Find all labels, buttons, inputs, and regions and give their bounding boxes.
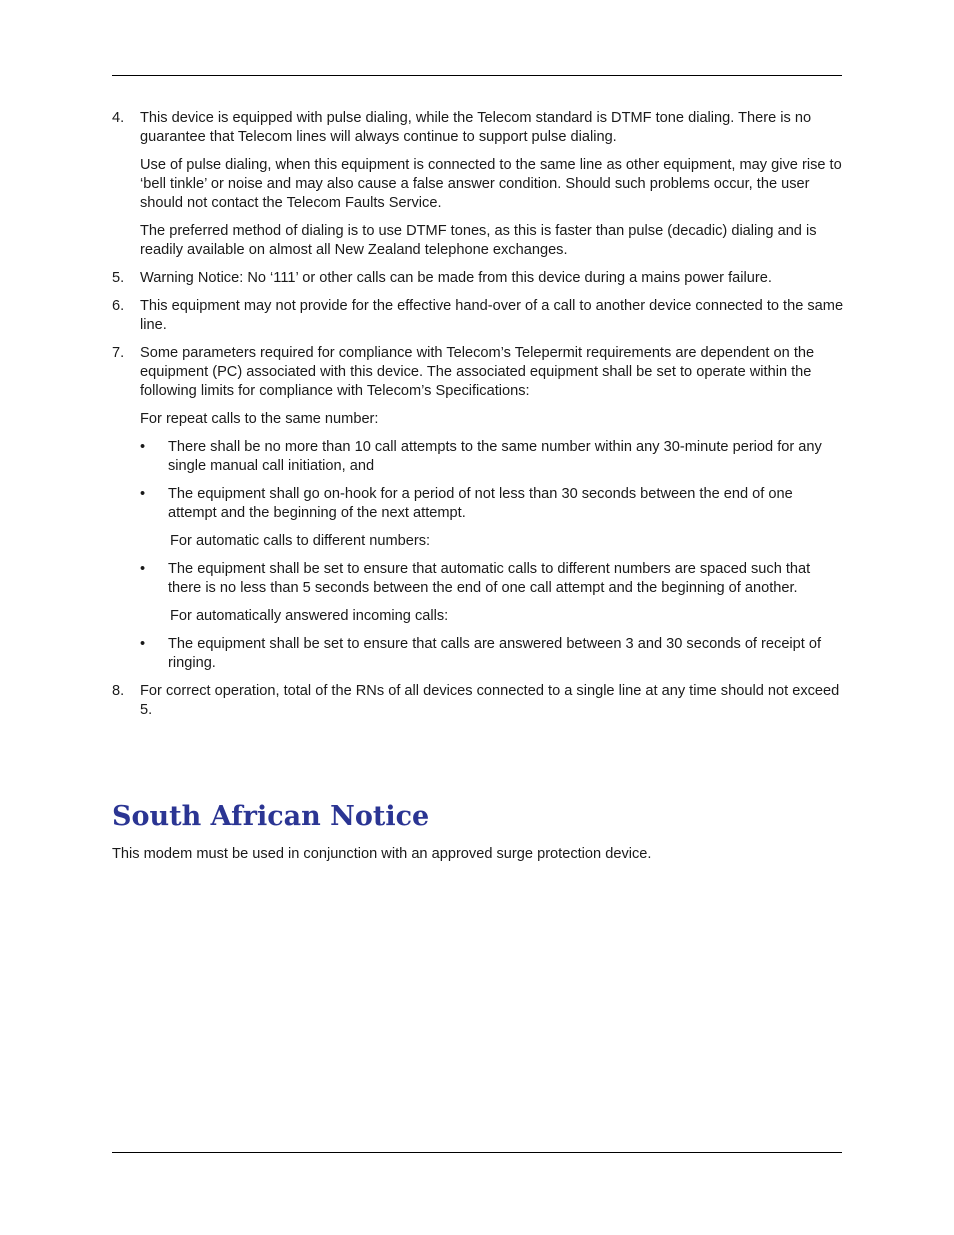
item-paragraph: For correct operation, total of the RNs of all devices connected to a single line at any time should not exceed 5. [140,683,840,718]
item-paragraph: Some parameters required for compliance with Telecom’s Telepermit requirements are dependent on the equipment (PC) associated with this device. The associated equipment shall be set to operate within the following limits for compliance with Telecom’s Specifications: [140,345,815,399]
bullet-item [140,560,844,598]
bullet-item [140,485,844,523]
automatic-calls-intro: For automatic calls to different numbers: [170,533,431,549]
item-number: 6. [112,298,125,314]
item-number: 7. [112,345,125,361]
item-paragraph: Use of pulse dialing, when this equipment is connected to the same line as other equipment, may give rise to ‘bell tinkle’ or noise and may also cause a false answer condition. Should such problems occur, the user should not contact the Telecom Faults Service. [140,157,842,211]
header-rule [112,75,842,76]
list-item-6 [112,297,844,335]
bullet-symbol: • [140,439,146,455]
bullet-text: The equipment shall go on-hook for a period of not less than 30 seconds between the end of one attempt and the beginning of the next attempt. [168,486,793,521]
bullet-text: There shall be no more than 10 call attempts to the same number within any 30-minute period for any single manual call initiation, and [168,439,822,474]
item-paragraph: Warning Notice: No ‘111’ or other calls can be made from this device during a mains power failure. [140,270,772,286]
list-item-4 [112,109,844,260]
item-number: 5. [112,270,125,286]
list-item-7 [112,344,844,673]
item-number: 8. [112,683,125,699]
bullet-item [140,438,844,476]
item-paragraph: This equipment may not provide for the effective hand-over of a call to another device connected to the same line. [140,298,844,333]
numbered-notice-list [112,109,844,729]
answered-calls-intro: For automatically answered incoming calls: [170,608,449,624]
item-paragraph: The preferred method of dialing is to use DTMF tones, as this is faster than pulse (decadic) dialing and is readily available on almost all New Zealand telephone exchanges. [140,223,817,258]
bullet-symbol: • [140,486,146,502]
repeat-calls-intro: For repeat calls to the same number: [140,411,379,427]
section-paragraph: This modem must be used in conjunction with an approved surge protection device. [112,846,652,862]
bullet-text: The equipment shall be set to ensure that calls are answered between 3 and 30 seconds of receipt of ringing. [168,636,822,671]
list-item-5 [112,269,844,288]
item-number: 4. [112,110,125,126]
bullet-item [140,635,844,673]
footer-rule [112,1152,842,1153]
bullet-symbol: • [140,561,146,577]
item-paragraph: This device is equipped with pulse dialing, while the Telecom standard is DTMF tone dialing. There is no guarantee that Telecom lines will always continue to support pulse dialing. [140,110,812,145]
bullet-text: The equipment shall be set to ensure that automatic calls to different numbers are spaced such that there is no less than 5 seconds between the end of one call attempt and the beginning of another. [168,561,811,596]
list-item-8 [112,682,844,720]
section-heading: South African Notice [112,801,430,832]
bullet-symbol: • [140,636,146,652]
